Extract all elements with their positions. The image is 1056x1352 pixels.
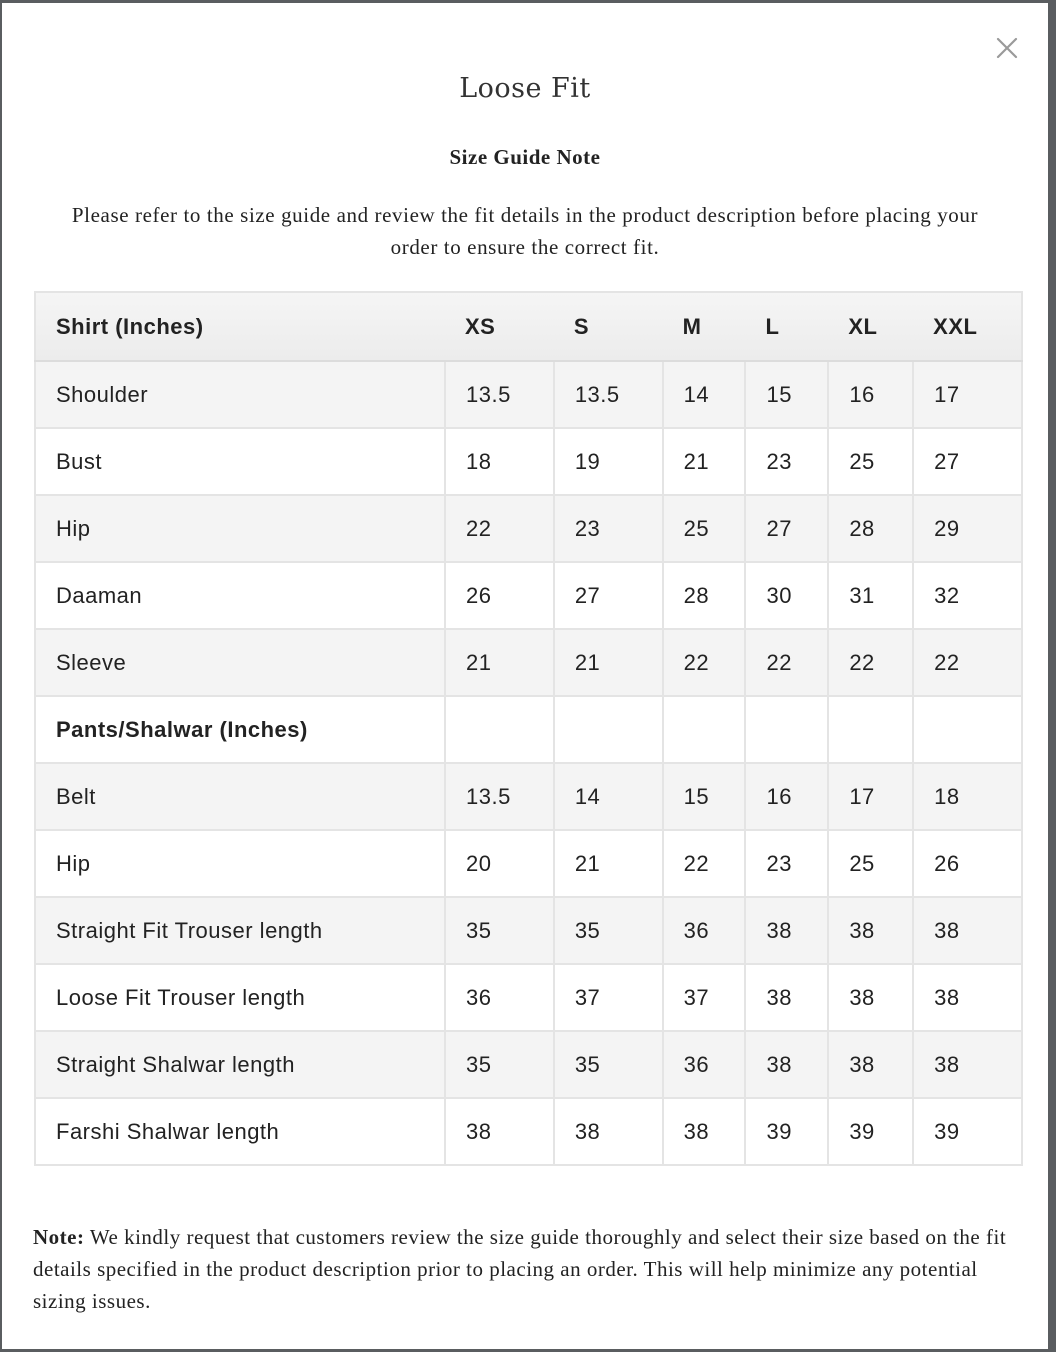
measurement-value: 37 [554,964,663,1031]
measurement-label: Hip [35,830,445,897]
measurement-value: 38 [663,1098,746,1165]
table-row [35,763,1022,830]
measurement-value: 13.5 [445,361,554,428]
measurement-value: 16 [828,361,913,428]
measurement-value: 39 [828,1098,913,1165]
measurement-value: 23 [745,830,828,897]
measurement-value: 31 [828,562,913,629]
measurement-value: 27 [745,495,828,562]
table-row [35,562,1022,629]
measurement-value [663,696,746,763]
table-row [35,897,1022,964]
measurement-value: 35 [445,897,554,964]
measurement-value: 26 [913,830,1022,897]
measurement-value: 17 [828,763,913,830]
measurement-value: 15 [663,763,746,830]
measurement-value: 27 [913,428,1022,495]
table-row [35,428,1022,495]
measurement-value: 38 [445,1098,554,1165]
measurement-label: Loose Fit Trouser length [35,964,445,1031]
table-row [35,964,1022,1031]
measurement-value: 28 [828,495,913,562]
measurement-label: Sleeve [35,629,445,696]
measurement-value: 36 [663,897,746,964]
measurement-value: 14 [554,763,663,830]
measurement-label: Bust [35,428,445,495]
measurement-value: 21 [663,428,746,495]
measurement-value [445,696,554,763]
measurement-value: 37 [663,964,746,1031]
table-header-row [35,292,1022,361]
measurement-value: 35 [554,897,663,964]
measurement-value: 19 [554,428,663,495]
size-chart-table [34,291,1023,1166]
measurement-value: 38 [913,897,1022,964]
measurement-value: 23 [554,495,663,562]
measurement-value: 38 [745,1031,828,1098]
table-body [35,361,1022,1165]
table-header-size: XXL [913,292,1022,361]
table-row [35,1098,1022,1165]
modal-title: Loose Fit [459,73,591,104]
measurement-value: 35 [554,1031,663,1098]
measurement-value: 38 [554,1098,663,1165]
table-row [35,495,1022,562]
section-label: Pants/Shalwar (Inches) [35,696,445,763]
table-row [35,629,1022,696]
measurement-value: 32 [913,562,1022,629]
size-guide-modal [2,3,1048,1349]
measurement-value: 21 [554,629,663,696]
measurement-value: 25 [828,830,913,897]
measurement-value: 30 [745,562,828,629]
measurement-value: 22 [745,629,828,696]
measurement-value: 16 [745,763,828,830]
measurement-value: 26 [445,562,554,629]
measurement-label: Farshi Shalwar length [35,1098,445,1165]
measurement-value: 22 [828,629,913,696]
measurement-value: 39 [745,1098,828,1165]
table-header-size: XL [828,292,913,361]
measurement-value: 22 [663,830,746,897]
measurement-value: 36 [445,964,554,1031]
measurement-label: Hip [35,495,445,562]
measurement-value: 18 [913,763,1022,830]
measurement-value [554,696,663,763]
measurement-value: 22 [663,629,746,696]
table-row [35,696,1022,763]
table-header-size: M [663,292,746,361]
table-header-size: L [745,292,828,361]
measurement-value: 35 [445,1031,554,1098]
measurement-label: Belt [35,763,445,830]
close-icon [992,33,1022,63]
measurement-value: 25 [828,428,913,495]
size-guide-note-heading: Size Guide Note [449,145,601,169]
measurement-value: 38 [828,1031,913,1098]
measurement-value: 14 [663,361,746,428]
measurement-value: 38 [828,897,913,964]
measurement-value: 21 [554,830,663,897]
measurement-value: 22 [445,495,554,562]
measurement-label: Shoulder [35,361,445,428]
measurement-value: 38 [745,897,828,964]
close-button[interactable] [992,33,1022,63]
measurement-label: Straight Fit Trouser length [35,897,445,964]
measurement-value: 38 [913,1031,1022,1098]
measurement-value [828,696,913,763]
measurement-value: 20 [445,830,554,897]
measurement-value: 38 [828,964,913,1031]
table-header-size: S [554,292,663,361]
measurement-value: 28 [663,562,746,629]
measurement-label: Straight Shalwar length [35,1031,445,1098]
measurement-value: 22 [913,629,1022,696]
measurement-label: Daaman [35,562,445,629]
table-header-label: Shirt (Inches) [35,292,445,361]
size-guide-footnote [33,1221,1028,1317]
table-row [35,1031,1022,1098]
measurement-value [745,696,828,763]
table-row [35,361,1022,428]
size-guide-intro: Please refer to the size guide and review the fit details in the product description before placing your order to ensure the correct fit. [71,203,979,259]
measurement-value: 17 [913,361,1022,428]
measurement-value: 29 [913,495,1022,562]
measurement-value: 23 [745,428,828,495]
measurement-value: 13.5 [554,361,663,428]
table-header-size: XS [445,292,554,361]
measurement-value: 15 [745,361,828,428]
measurement-value: 18 [445,428,554,495]
measurement-value [913,696,1022,763]
measurement-value: 39 [913,1098,1022,1165]
measurement-value: 38 [913,964,1022,1031]
measurement-value: 25 [663,495,746,562]
table-row [35,830,1022,897]
measurement-value: 27 [554,562,663,629]
measurement-value: 13.5 [445,763,554,830]
note-text: We kindly request that customers review the size guide thoroughly and select their size based on the fit details specified in the product description prior to placing an order. This will help minimize any potential sizing issues. [33,1225,1007,1313]
measurement-value: 36 [663,1031,746,1098]
measurement-value: 21 [445,629,554,696]
measurement-value: 38 [745,964,828,1031]
note-label: Note: [33,1225,85,1249]
